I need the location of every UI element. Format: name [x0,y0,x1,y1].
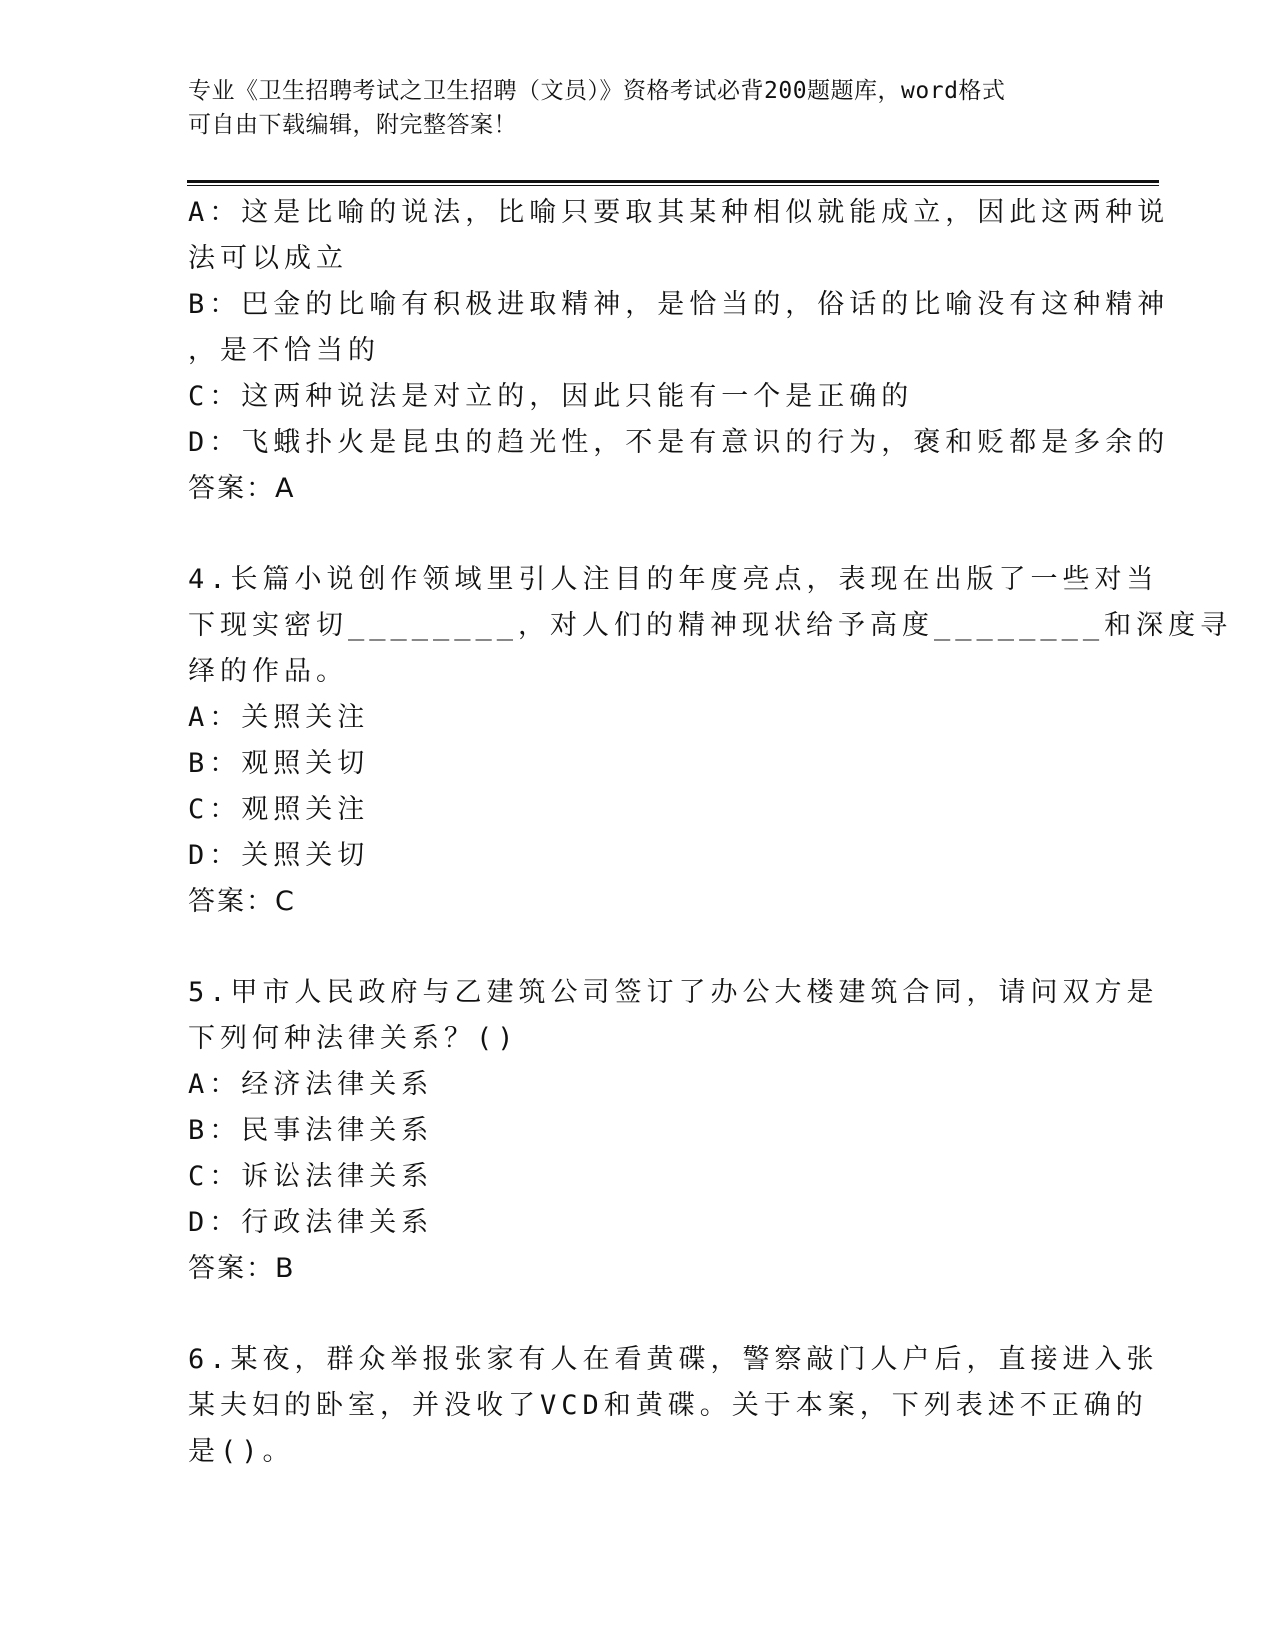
option-d-line: D：飞蛾扑火是昆虫的趋光性，不是有意识的行为，褒和贬都是多余的 [188,427,1170,458]
question-6 [188,1337,1159,1475]
option-c: C：观照关注 [188,794,370,825]
header-divider-thin [187,185,1159,186]
answer: 答案：B [188,1253,296,1284]
question-stem-line: 绎的作品。 [188,656,348,687]
header-divider [187,180,1159,183]
option-b-line: ，是不恰当的 [188,335,380,366]
question-stem-line: 某夫妇的卧室，并没收了VCD和黄碟。关于本案，下列表述不正确的 [188,1390,1148,1421]
option-d: D：行政法律关系 [188,1207,434,1238]
option-a: A：关照关注 [188,702,370,733]
option-a-line: 法可以成立 [188,243,348,274]
option-c-line: C：这两种说法是对立的，因此只能有一个是正确的 [188,381,914,412]
answer: 答案：C [188,886,296,917]
question-5 [188,970,1159,1292]
option-b: B：观照关切 [188,748,370,779]
question-stem-line: 6.某夜，群众举报张家有人在看黄碟，警察敲门人户后，直接进入张 [188,1344,1159,1375]
question-stem-line: 是()。 [188,1436,295,1467]
option-b-line: B：巴金的比喻有积极进取精神，是恰当的，俗话的比喻没有这种精神 [188,289,1170,320]
question-stem-line: 下列何种法律关系？() [188,1023,519,1054]
question-3 [188,190,1170,512]
question-stem-line: 5.甲市人民政府与乙建筑公司签订了办公大楼建筑合同，请问双方是 [188,977,1159,1008]
header-line: 可自由下载编辑，附完整答案！ [188,112,517,138]
document-header [188,74,1088,142]
option-d: D：关照关切 [188,840,370,871]
option-a-line: A：这是比喻的说法，比喻只要取其某种相似就能成立，因此这两种说 [188,197,1170,228]
document-body [188,190,1233,1475]
option-a: A：经济法律关系 [188,1069,434,1100]
answer: 答案：A [188,473,296,504]
option-c: C：诉讼法律关系 [188,1161,434,1192]
question-4 [188,557,1233,925]
question-stem-line: 下现实密切________，对人们的精神现状给予高度________和深度寻 [188,610,1233,641]
option-b: B：民事法律关系 [188,1115,434,1146]
question-stem-line: 4.长篇小说创作领域里引人注目的年度亮点，表现在出版了一些对当 [188,564,1159,595]
header-line: 专业《卫生招聘考试之卫生招聘（文员）》资格考试必背200题题库，word格式 [188,78,1006,104]
